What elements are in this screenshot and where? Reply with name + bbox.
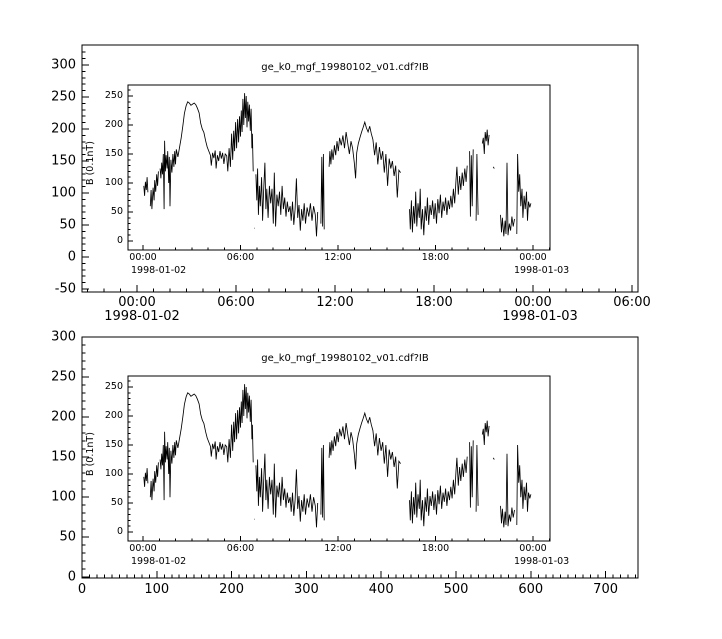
inset-date-left-top: 1998-01-02 <box>131 265 187 276</box>
b-field-trace <box>160 384 253 500</box>
inset-xtick-label: 12:00 <box>324 543 352 554</box>
b-field-trace <box>493 458 494 460</box>
b-field-trace <box>493 167 494 169</box>
bottom-panel-xtick-label: 700 <box>593 582 619 597</box>
b-field-trace <box>329 413 401 488</box>
bottom-panel-xtick-label: 200 <box>219 582 245 597</box>
inset-title-top: ge_k0_mgf_19980102_v01.cdf?IB <box>261 62 429 73</box>
inset-ytick-label: 200 <box>104 119 123 130</box>
b-field-trace <box>410 166 468 236</box>
b-field-trace <box>410 457 468 527</box>
bottom-panel-ytick-label: 50 <box>59 529 76 545</box>
inset-ytick-label: 100 <box>104 177 123 188</box>
inset-xtick-label: 18:00 <box>421 543 450 554</box>
bottom-panel-ytick-label: 150 <box>51 449 76 465</box>
inset-xtick-label: 00:00 <box>519 543 547 554</box>
b-field-trace <box>144 177 148 196</box>
inset-xtick-label: 18:00 <box>421 252 450 263</box>
top-panel-ytick-label: 200 <box>51 121 76 137</box>
inset-ytick-label: 200 <box>104 410 123 421</box>
inset-date-left-bottom: 1998-01-02 <box>131 556 187 567</box>
bottom-panel-ytick-label: 300 <box>51 329 76 345</box>
b-field-trace <box>321 445 324 520</box>
bottom-panel-xtick-label: 100 <box>144 582 170 597</box>
b-field-trace <box>501 454 515 528</box>
b-field-trace <box>321 154 324 229</box>
inset-ytick-label: 150 <box>104 439 123 450</box>
top-panel-date-left: 1998-01-02 <box>104 309 180 324</box>
inset-ytick-label: 150 <box>104 148 123 159</box>
inset-xtick-label: 00:00 <box>129 252 157 263</box>
inset-xtick-label: 00:00 <box>129 543 157 554</box>
top-panel-xtick-label: 18:00 <box>415 295 453 310</box>
top-panel-xtick-label: 00:00 <box>118 295 156 310</box>
bottom-panel-xtick-label: 300 <box>293 582 319 597</box>
series-group <box>144 93 531 527</box>
inset-xtick-label: 12:00 <box>324 252 352 263</box>
b-field-trace <box>150 462 158 500</box>
bottom-panel-ytick-label: 100 <box>51 489 76 505</box>
b-field-trace <box>517 154 531 234</box>
b-field-trace <box>517 445 531 525</box>
top-panel-ytick-label: 250 <box>51 89 76 105</box>
top-panel-ytick-label: 100 <box>51 185 76 201</box>
inset-xtick-label: 06:00 <box>226 252 255 263</box>
inset-xtick-label: 06:00 <box>226 543 255 554</box>
b-field-trace <box>150 171 158 209</box>
bottom-panel-ytick-label: 250 <box>51 369 76 385</box>
inset-ytick-label: 0 <box>116 235 123 246</box>
b-field-trace <box>470 149 474 216</box>
bottom-panel-xtick-label: 600 <box>518 582 544 597</box>
top-panel-date-right: 1998-01-03 <box>502 309 578 324</box>
top-panel-ytick-label: -50 <box>54 281 76 297</box>
b-field-trace <box>144 468 148 487</box>
top-panel-ytick-label: 50 <box>59 217 76 233</box>
inset-ytick-label: 50 <box>110 206 123 217</box>
b-field-trace <box>501 163 515 237</box>
inset-ylabel-bottom: B (0.1nT) <box>85 432 96 476</box>
inset-date-right-bottom: 1998-01-03 <box>514 556 570 567</box>
inset-ytick-label: 50 <box>110 497 123 508</box>
bottom-panel-ytick-label: 200 <box>51 409 76 425</box>
b-field-trace <box>256 163 318 237</box>
top-panel-xtick-label: 12:00 <box>316 295 354 310</box>
inset-ytick-label: 250 <box>104 90 123 101</box>
inset-title-bottom: ge_k0_mgf_19980102_v01.cdf?IB <box>261 353 429 364</box>
b-field-trace <box>476 154 478 221</box>
bottom-panel-xtick-label: 500 <box>443 582 469 597</box>
inset-ytick-label: 100 <box>104 468 123 479</box>
b-field-trace <box>482 421 489 445</box>
b-field-trace <box>476 445 478 512</box>
top-panel-xtick-label: 06:00 <box>613 295 651 310</box>
top-panel-xtick-label: 00:00 <box>514 295 552 310</box>
top-panel-xtick-label: 06:00 <box>217 295 255 310</box>
inset-ylabel-top: B (0.1nT) <box>85 141 96 185</box>
bottom-panel-ytick-label: 0 <box>67 569 76 585</box>
inset-date-right-top: 1998-01-03 <box>514 265 570 276</box>
top-panel-ytick-label: 0 <box>67 249 76 265</box>
top-panel-ytick-label: 150 <box>51 153 76 169</box>
inset-ytick-label: 0 <box>116 526 123 537</box>
bottom-panel-xtick-label: 0 <box>77 582 87 597</box>
bottom-panel-xtick-label: 400 <box>368 582 394 597</box>
inset-xtick-label: 00:00 <box>519 252 547 263</box>
b-field-trace <box>160 93 253 209</box>
b-field-trace <box>256 454 318 528</box>
inset-ytick-label: 250 <box>104 381 123 392</box>
b-field-trace <box>329 122 401 197</box>
top-panel-ytick-label: 300 <box>51 57 76 73</box>
b-field-trace <box>470 440 474 507</box>
b-field-trace <box>482 130 489 154</box>
